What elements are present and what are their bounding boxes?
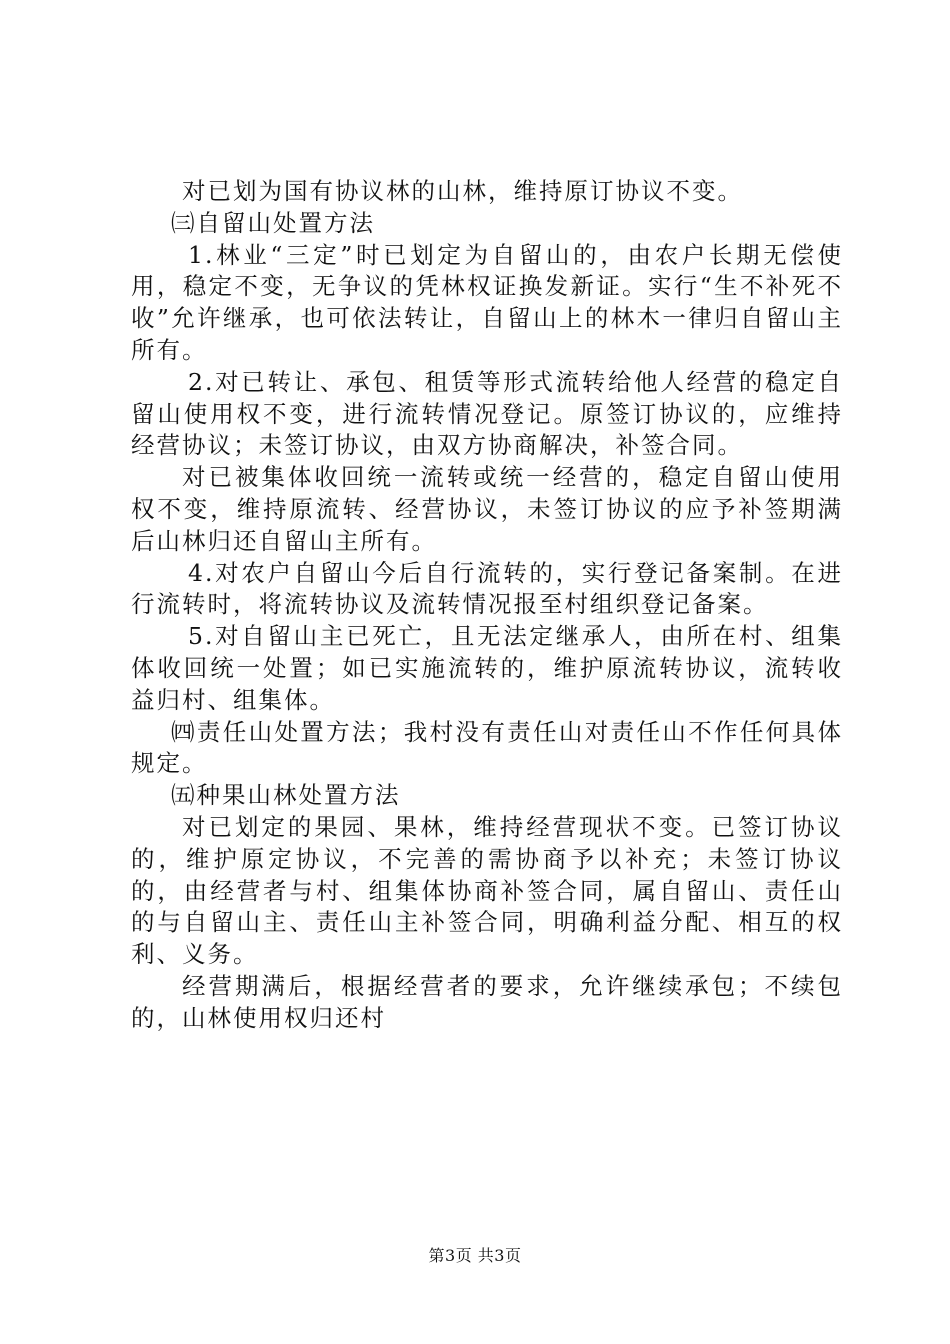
section-heading-private-hill: ㈢自留山处置方法 xyxy=(171,208,375,237)
paragraph-state-forest: 对已划为国有协议林的山林，维持原订协议不变。 xyxy=(182,177,743,205)
section-heading-orchard: ㈤种果山林处置方法 xyxy=(171,781,401,810)
paragraph-contract-expiry: 经营期满后，根据经营者的要求，允许继续承包；不续包的，山林使用权归还村 xyxy=(131,971,843,1032)
paragraph-item-2: 2.对已转让、承包、租赁等形式流转给他人经营的稳定自留山使用权不变，进行流转情况登记。原签订协议的，应维持经营协议；未签订协议，由双方协商解决，补签合同。 xyxy=(131,367,843,460)
page-number-footer: 第3页 共3页 xyxy=(428,1246,522,1265)
document-body xyxy=(131,176,843,1035)
paragraph-item-5: 5.对自留山主已死亡，且无法定继承人，由所在村、组集体收回统一处置；如已实施流转的，维护原流转协议，流转收益归村、组集体。 xyxy=(131,622,843,714)
paragraph-item-4: 4.对农户自留山今后自行流转的，实行登记备案制。在进行流转时，将流转协议及流转情况报至村组织登记备案。 xyxy=(131,558,843,619)
paragraph-item-1: 1.林业“三定”时已划定为自留山的，由农户长期无偿使用，稳定不变，无争议的凭林权证换发新证。实行“生不补死不收”允许继承，也可依法转让，自留山上的林木一律归自留山主所有。 xyxy=(131,240,843,364)
paragraph-orchard-rules: 对已划定的果园、果林，维持经营现状不变。已签订协议的，维护原定协议，不完善的需协商予以补充；未签订协议的，由经营者与村、组集体协商补签合同，属自留山、责任山的与自留山主、责任山主补签合同，明确利益分配、相互的权利、义务。 xyxy=(131,812,843,969)
section-heading-responsibility-hill: ㈣责任山处置方法；我村没有责任山对责任山不作任何具体规定。 xyxy=(131,717,843,778)
paragraph-item-3: 对已被集体收回统一流转或统一经营的，稳定自留山使用权不变，维持原流转、经营协议，未签订协议的应予补签期满后山林归还自留山主所有。 xyxy=(131,463,843,555)
